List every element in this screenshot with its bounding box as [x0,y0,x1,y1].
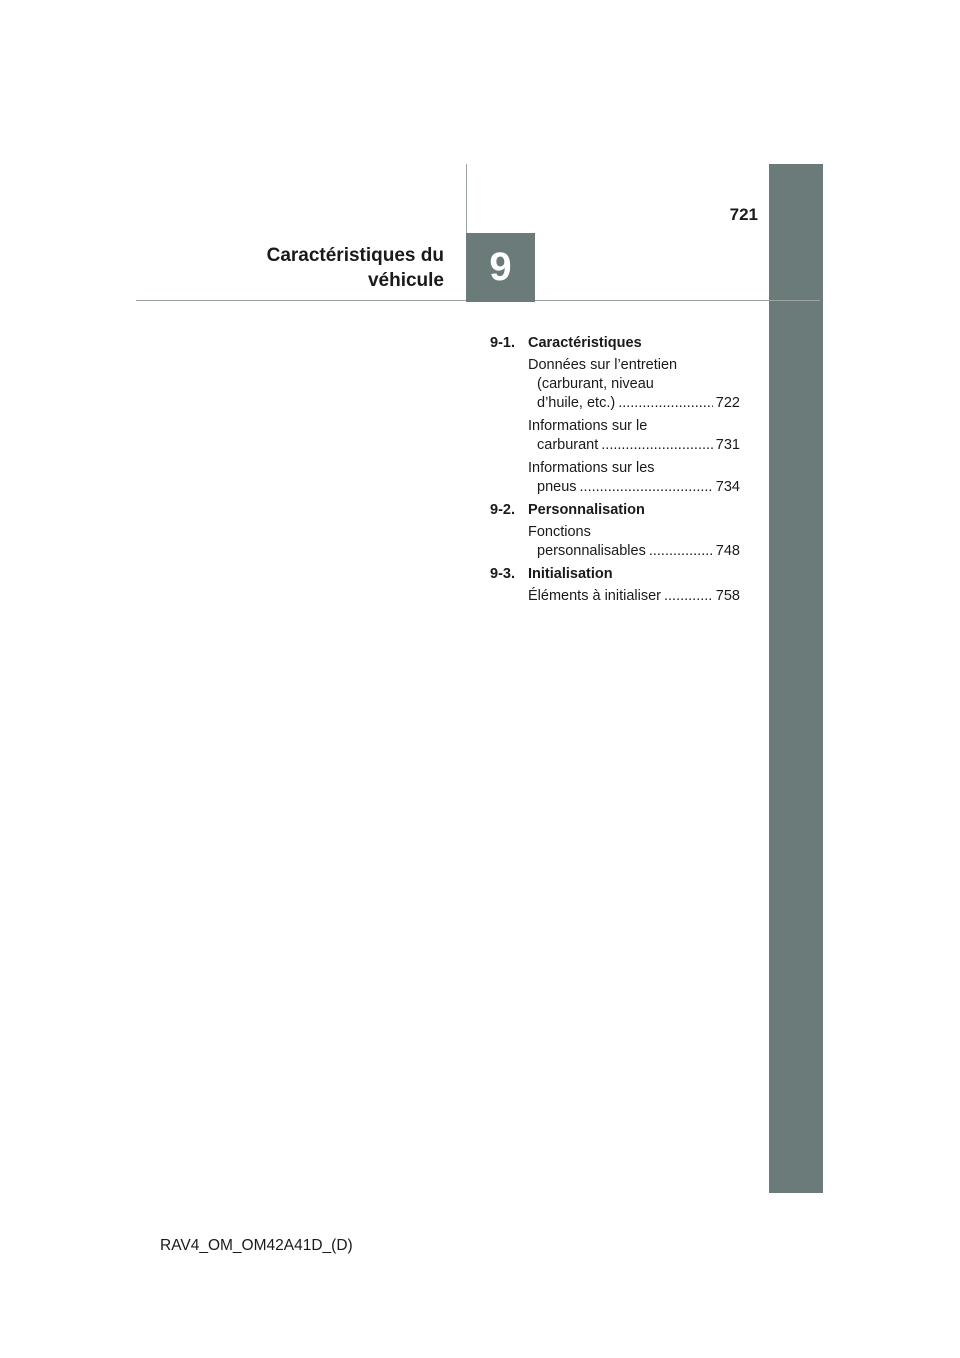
section-number: 9-2. [490,502,515,518]
entry-last-line [528,436,740,455]
entry-page-number: 734 [715,479,740,495]
dot-leader [649,542,713,561]
toc-section-9-2 [490,501,740,561]
dot-leader [601,436,713,455]
entry-line: (carburant, niveau [537,376,654,392]
section-title[interactable]: Caractéristiques [528,335,642,351]
entry-last-line [528,542,740,561]
entry-text: Éléments à initialiser [528,588,661,604]
chapter-title [200,243,444,293]
section-heading [490,501,740,520]
entry-line: Données sur l’entretien [528,357,678,373]
footer-document-code: RAV4_OM_OM42A41D_(D) [160,1237,353,1254]
toc-entry-fuel-information[interactable] [528,417,740,455]
entry-last-line [528,478,740,497]
entry-page-number: 748 [715,543,740,559]
toc-entry-customizable-features[interactable] [528,523,740,561]
dot-leader [664,587,713,606]
entry-line: Fonctions [528,524,591,540]
entry-page-number: 731 [715,437,740,453]
entry-last-line [528,394,740,413]
dot-leader [618,394,713,413]
side-tab [769,164,823,1193]
entry-text: d’huile, etc.) [537,395,616,411]
chapter-title-line2: véhicule [367,270,444,291]
entry-page-number: 722 [715,395,740,411]
toc-entry-items-to-initialize[interactable] [528,587,740,606]
table-of-contents [490,334,740,610]
dot-leader [580,478,713,497]
entry-text: personnalisables [537,543,646,559]
chapter-title-line1: Caractéristiques du [266,245,444,266]
entry-page-number: 758 [715,588,740,604]
section-number: 9-3. [490,566,515,582]
page-number: 721 [729,205,758,224]
section-heading [490,565,740,584]
section-number: 9-1. [490,335,515,351]
section-title[interactable]: Initialisation [528,566,613,582]
toc-section-9-1 [490,334,740,497]
entry-line: Informations sur le [528,418,648,434]
section-title[interactable]: Personnalisation [528,502,645,518]
toc-entry-maintenance-data[interactable] [528,356,740,413]
toc-entry-tire-information[interactable] [528,459,740,497]
chapter-number-box: 9 [466,233,535,302]
entry-text: pneus [537,479,577,495]
entry-text: carburant [537,437,599,453]
toc-section-9-3 [490,565,740,606]
entry-line: Informations sur les [528,460,655,476]
section-heading [490,334,740,353]
entry-last-line [528,587,740,606]
